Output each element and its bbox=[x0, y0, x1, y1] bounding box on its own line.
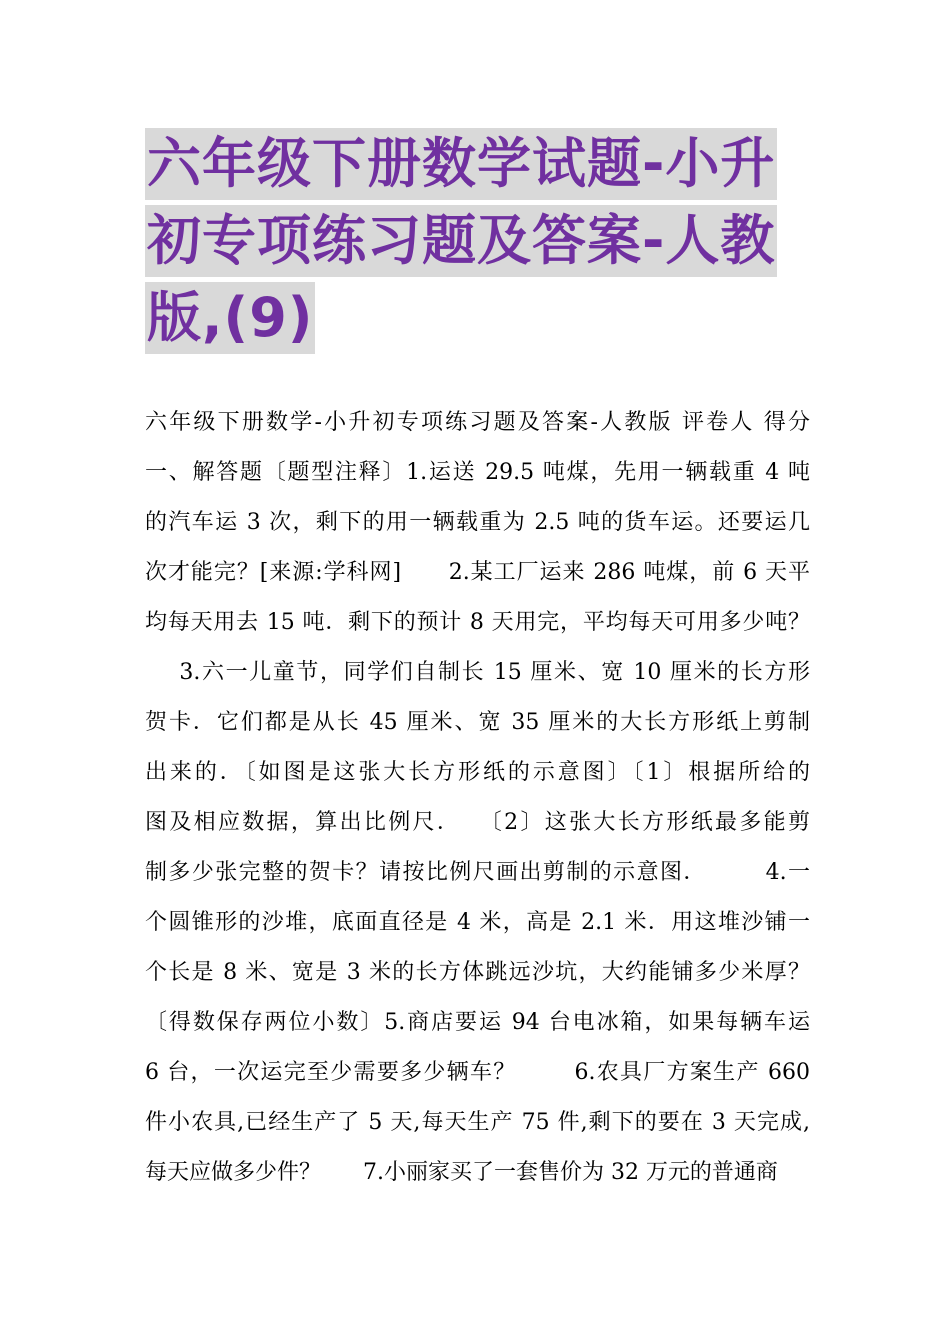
body-line: 6 台，一次运完至少需要多少辆车？ 6.农具厂方案生产 660 bbox=[145, 1060, 810, 1085]
body-line: 次才能完？[来源:学科网] 2.某工厂运来 286 吨煤，前 6 天平 bbox=[145, 560, 810, 585]
body-line: 出来的．〔如图是这张大长方形纸的示意图〕〔1〕根据所给的 bbox=[145, 760, 810, 785]
document-title bbox=[145, 128, 825, 359]
body-line: 图及相应数据，算出比例尺． 〔2〕这张大长方形纸最多能剪 bbox=[145, 810, 810, 835]
title-line-text: 六年级下册数学试题-小升 bbox=[145, 128, 777, 200]
body-line: 件小农具,已经生产了 5 天,每天生产 75 件,剩下的要在 3 天完成, bbox=[145, 1110, 810, 1135]
body-line: 每天应做多少件？ 7.小丽家买了一套售价为 32 万元的普通商 bbox=[145, 1160, 778, 1185]
title-line-text: 初专项练习题及答案-人教 bbox=[145, 205, 777, 277]
body-line: 贺卡．它们都是从长 45 厘米、宽 35 厘米的大长方形纸上剪制 bbox=[145, 710, 810, 735]
body-line: 〔得数保存两位小数〕5.商店要运 94 台电冰箱，如果每辆车运 bbox=[145, 1010, 810, 1035]
body-line: 一、解答题〔题型注释〕1.运送 29.5 吨煤，先用一辆载重 4 吨 bbox=[145, 460, 810, 485]
body-line: 个长是 8 米、宽是 3 米的长方体跳远沙坑，大约能铺多少米厚？ bbox=[145, 960, 810, 985]
title-line bbox=[145, 205, 825, 282]
title-line bbox=[145, 128, 825, 205]
body-line: 个圆锥形的沙堆，底面直径是 4 米，高是 2.1 米．用这堆沙铺一 bbox=[145, 910, 810, 935]
body-line: 的汽车运 3 次，剩下的用一辆载重为 2.5 吨的货车运。还要运几 bbox=[145, 510, 810, 535]
body-line: 六年级下册数学-小升初专项练习题及答案-人教版 评卷人 得分 bbox=[145, 410, 810, 435]
title-line-text: 版,(9) bbox=[145, 282, 315, 354]
document-body bbox=[145, 398, 810, 1198]
body-line: 均每天用去 15 吨．剩下的预计 8 天用完，平均每天可用多少吨？ bbox=[145, 610, 810, 635]
body-line: 制多少张完整的贺卡？请按比例尺画出剪制的示意图． 4.一 bbox=[145, 860, 810, 885]
title-line bbox=[145, 282, 825, 359]
body-line: 3.六一儿童节，同学们自制长 15 厘米、宽 10 厘米的长方形 bbox=[145, 660, 810, 685]
